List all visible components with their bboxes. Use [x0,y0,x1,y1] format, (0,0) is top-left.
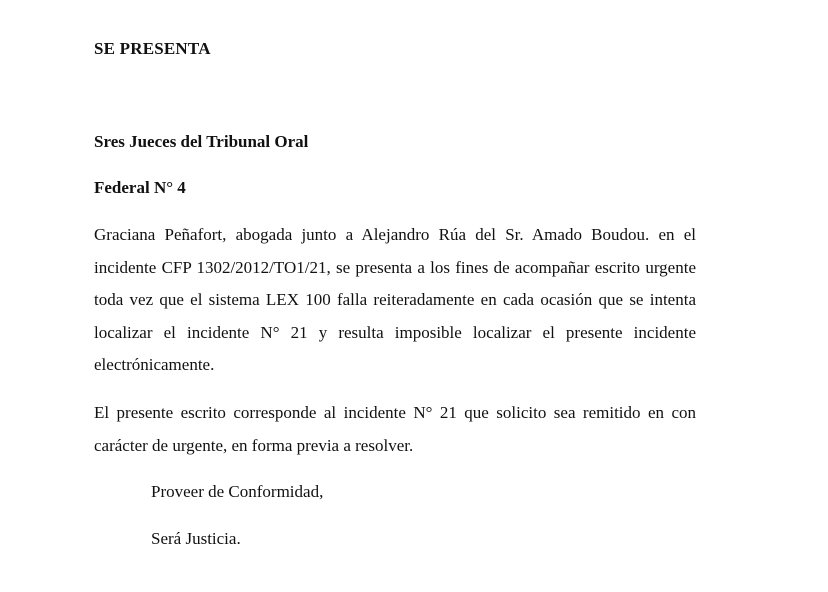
body-paragraph-1: Graciana Peñafort, abogada junto a Alejandro Rúa del Sr. Amado Boudou. en el incidente CFP 1302/2012/TO1/21, se presenta a los fines de acompañar escrito urgente toda vez que el sistema LEX 100 falla reiteradamente en cada ocasión que se intenta localizar el incidente N° 21 y resulta imposible localizar el presente incidente electrónicamente. [94,225,696,374]
closing-line-1: Proveer de Conformidad, [151,482,324,501]
body-paragraph-2: El presente escrito corresponde al incidente N° 21 que solicito sea remitido en con carácter de urgente, en forma previa a resolver. [94,403,696,455]
addressee-line-2: Federal N° 4 [94,178,186,197]
closing-line-2: Será Justicia. [151,529,241,548]
addressee-line-1: Sres Jueces del Tribunal Oral [94,132,309,151]
document-title: SE PRESENTA [94,39,211,58]
